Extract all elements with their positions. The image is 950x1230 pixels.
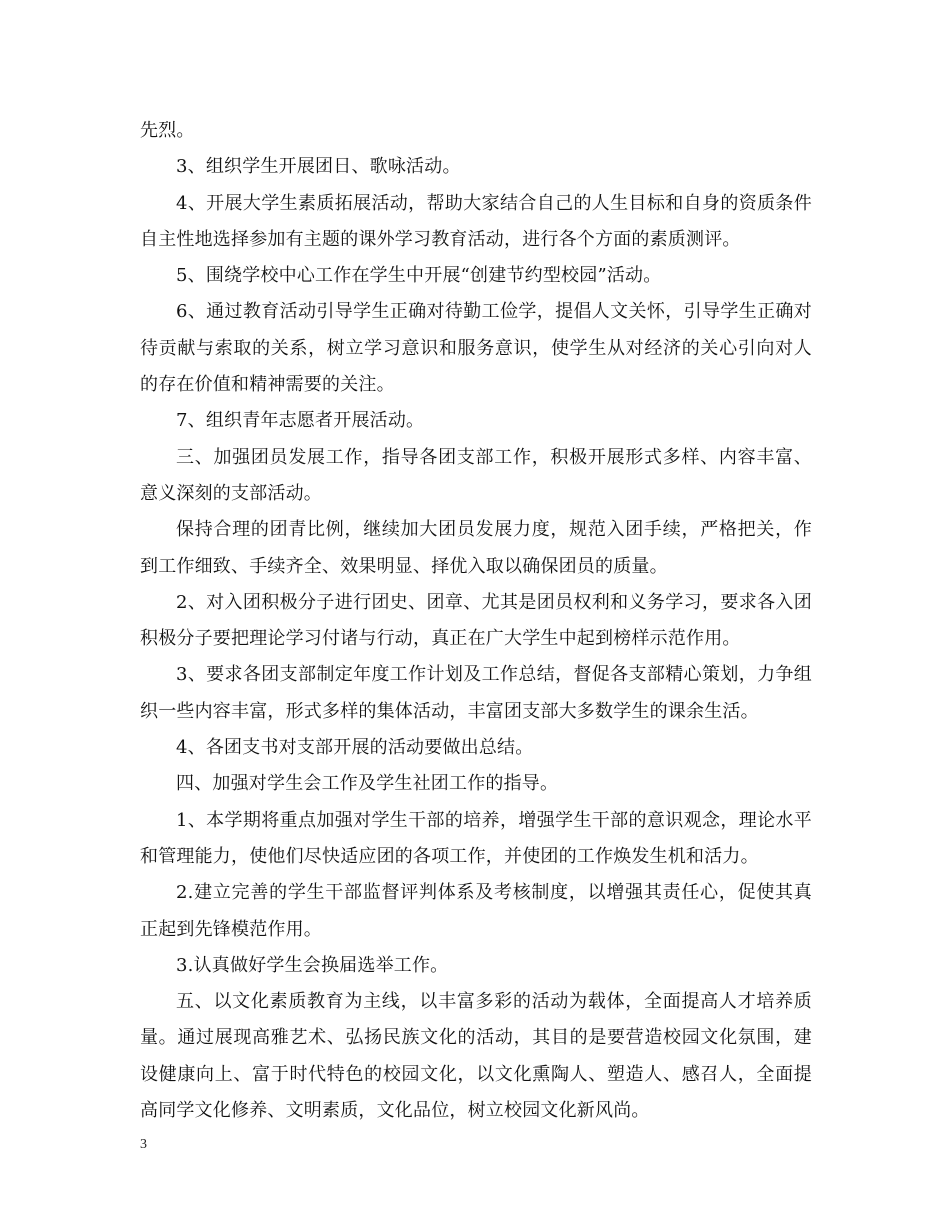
- paragraph-member-ratio: 保持合理的团青比例，继续加大团员发展力度，规范入团手续，严格把关，作到工作细致、手续齐全、效果明显、择优入取以确保团员的质量。: [140, 519, 812, 577]
- section-heading-5: 五、以文化素质教育为主线，以丰富多彩的活动为载体，全面提高人才培养质量。通过展现高雅艺术、弘扬民族文化的活动，其目的是要营造校园文化氛围，建设健康向上、富于时代特色的校园文化，以文化熏陶人、塑造人、感召人，全面提高同学文化修养、文明素质，文化品位，树立校园文化新风尚。: [140, 991, 812, 1122]
- paragraph-branch-plan: 3、要求各团支部制定年度工作计划及工作总结，督促各支部精心策划，力争组织一些内容丰富，形式多样的集体活动，丰富团支部大多数学生的课余生活。: [140, 664, 812, 722]
- page-number: 3: [140, 1137, 147, 1152]
- paragraph-cadre-supervision: 2.建立完善的学生干部监督评判体系及考核制度，以增强其责任心，促使其真正起到先锋模范作用。: [140, 882, 812, 940]
- paragraph-cadre-training: 1、本学期将重点加强对学生干部的培养，增强学生干部的意识观念，理论水平和管理能力，使他们尽快适应团的各项工作，并使团的工作焕发生机和活力。: [140, 809, 812, 867]
- paragraph-item-3: 3、组织学生开展团日、歌咏活动。: [176, 156, 461, 178]
- paragraph-activist-study: 2、对入团积极分子进行团史、团章、尤其是团员权利和义务学习，要求各入团积极分子要把理论学习付诸与行动，真正在广大学生中起到榜样示范作用。: [140, 591, 812, 650]
- paragraph-election: 3.认真做好学生会换届选举工作。: [176, 954, 449, 976]
- section-heading-4: 四、加强对学生会工作及学生社团工作的指导。: [176, 773, 559, 795]
- paragraph-item-7: 7、组织青年志愿者开展活动。: [176, 410, 425, 432]
- paragraph-continued: 先烈。: [140, 120, 195, 141]
- paragraph-item-4: 4、开展大学生素质拓展活动，帮助大家结合自己的人生目标和自身的资质条件自主性地选择参加有主题的课外学习教育活动，进行各个方面的素质测评。: [140, 192, 812, 250]
- section-heading-3: 三、加强团员发展工作，指导各团支部工作，积极开展形式多样、内容丰富、意义深刻的支部活动。: [140, 446, 812, 504]
- paragraph-item-6: 6、通过教育活动引导学生正确对待勤工俭学，提倡人文关怀，引导学生正确对待贡献与索取的关系，树立学习意识和服务意识，使学生从对经济的关心引向对人的存在价值和精神需要的关注。: [140, 301, 812, 396]
- body-text: [140, 113, 812, 1129]
- paragraph-branch-summary: 4、各团支书对支部开展的活动要做出总结。: [176, 737, 534, 759]
- paragraph-item-5: 5、围绕学校中心工作在学生中开展“创建节约型校园”活动。: [176, 265, 662, 287]
